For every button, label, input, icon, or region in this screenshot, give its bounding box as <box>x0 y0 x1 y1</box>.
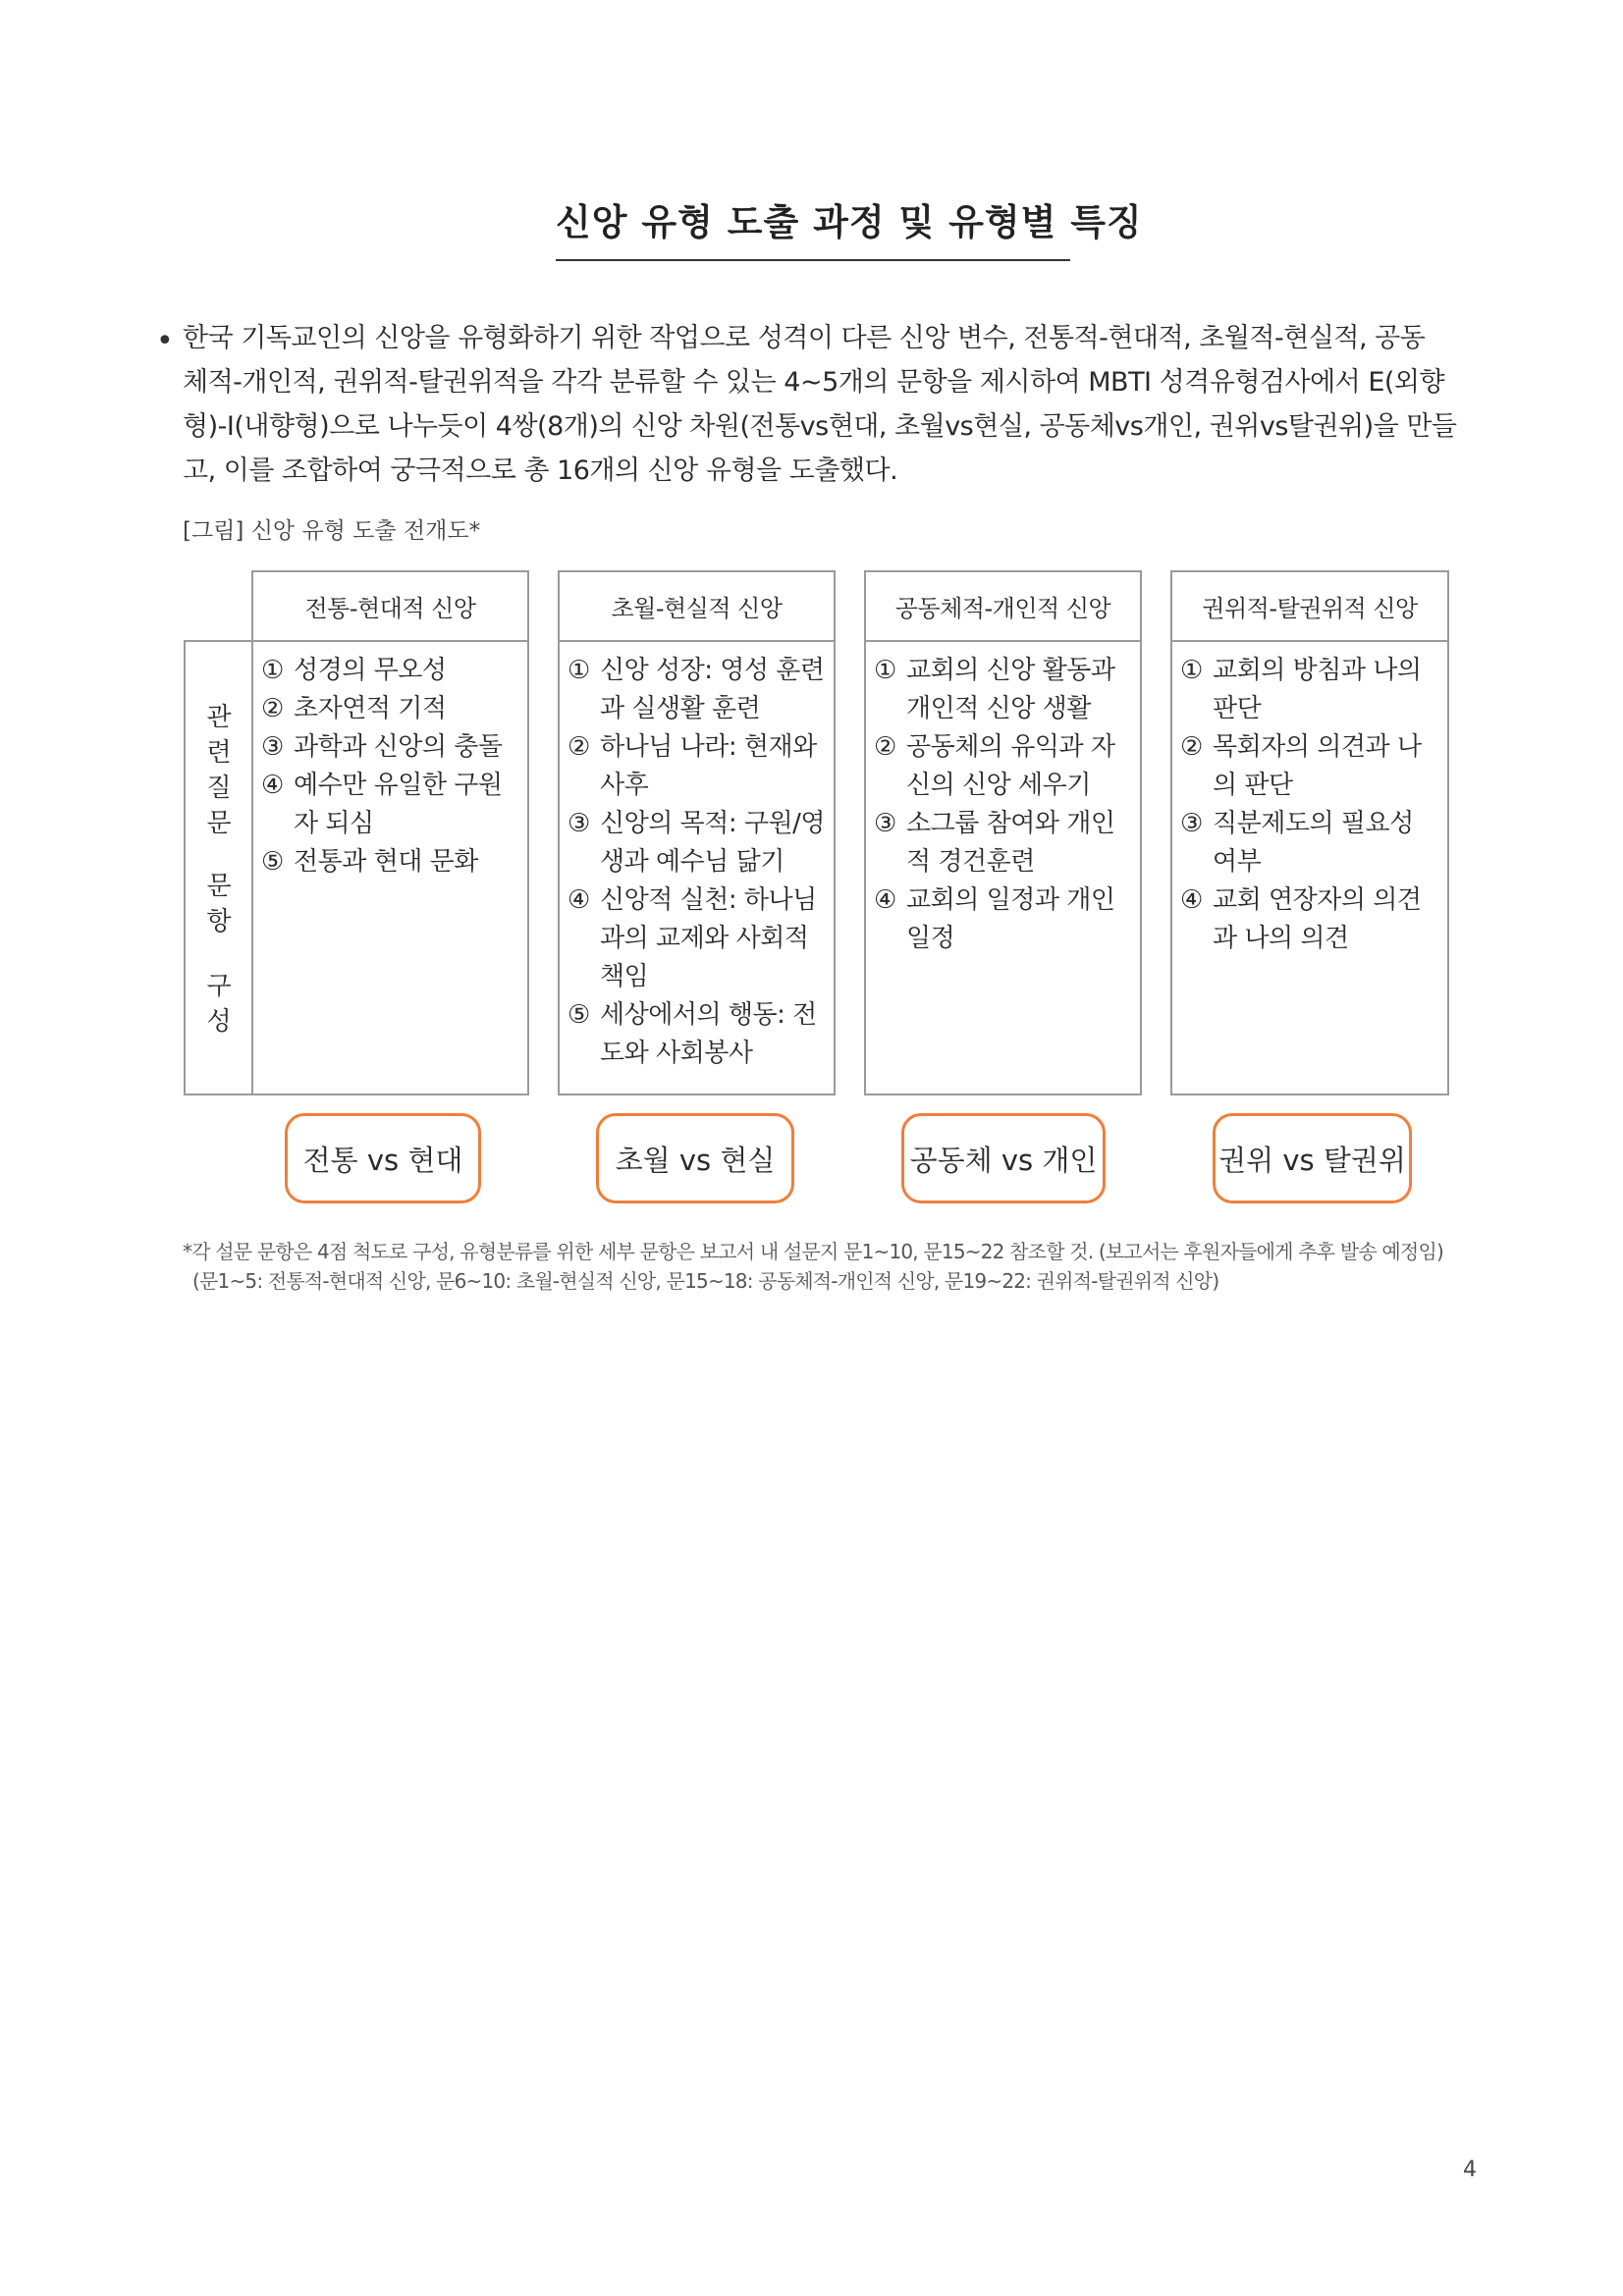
item-text: 목회자의 의견과 나의 판단 <box>1213 732 1422 800</box>
list-item <box>568 652 825 728</box>
footnote-line: (문1~5: 전통적-현대적 신앙, 문6~10: 초월-현실적 신앙, 문15~18: 공동체적-개인적 신앙, 문19~22: 권위적-탈권위적 신앙) <box>192 1269 1219 1293</box>
row-header-char: 질 <box>206 774 232 803</box>
table-border <box>1447 570 1449 1095</box>
item-text: 하나님 나라: 현재와 사후 <box>600 732 817 800</box>
item-number: ② <box>568 732 590 762</box>
list-item <box>874 805 1131 881</box>
list-item <box>568 805 825 881</box>
item-number: ② <box>1180 732 1203 762</box>
item-number: ④ <box>1180 885 1203 915</box>
item-text: 초자연적 기적 <box>294 694 447 723</box>
list-item <box>568 996 825 1073</box>
item-number: ② <box>874 732 896 762</box>
item-number: ① <box>261 656 284 685</box>
paragraph-line: 체적-개인적, 권위적-탈권위적을 각각 분류할 수 있는 4~5개의 문항을 제시하여 MBTI 성격유형검사에서 E(외향 <box>183 367 1445 398</box>
list-item <box>261 652 518 690</box>
list-item <box>261 690 518 728</box>
item-number: ③ <box>874 809 896 838</box>
item-number: ② <box>261 694 284 723</box>
item-text: 성경의 무오성 <box>294 656 447 685</box>
item-number: ⑤ <box>568 1000 590 1030</box>
table-border <box>864 570 866 1095</box>
table-border <box>184 640 186 1095</box>
table-border <box>1140 570 1142 1095</box>
table-border <box>1170 570 1172 1095</box>
table-border <box>558 570 560 1095</box>
question-list <box>261 652 518 881</box>
item-text: 교회의 방침과 나의 판단 <box>1213 656 1422 723</box>
list-item <box>261 728 518 767</box>
item-text: 신앙 성장: 영성 훈련과 실생활 훈련 <box>600 656 825 723</box>
footnote <box>183 1237 1443 1296</box>
list-item <box>1180 805 1437 881</box>
list-item <box>568 728 825 805</box>
column-header: 공동체적-개인적 신앙 <box>894 594 1111 622</box>
paragraph-line: 형)-I(내향형)으로 나누듯이 4쌍(8개)의 신앙 차원(전통vs현대, 초월vs현실, 공동체vs개인, 권위vs탈권위)을 만들 <box>183 411 1457 442</box>
table-border <box>1170 640 1449 642</box>
item-number: ⑤ <box>261 847 284 877</box>
table-border <box>1170 1094 1449 1095</box>
row-header-char: 련 <box>206 738 232 768</box>
item-text: 교회의 신앙 활동과 개인적 신앙 생활 <box>906 656 1115 723</box>
item-text: 공동체의 유익과 자신의 신앙 세우기 <box>906 732 1115 800</box>
table-border <box>527 570 529 1095</box>
footnote-line: *각 설문 문항은 4점 척도로 구성, 유형분류를 위한 세부 문항은 보고서 내 설문지 문1~10, 문15~22 참조할 것. (보고서는 후원자들에게 추후 발송 예정임) <box>183 1240 1443 1263</box>
row-header-char: 항 <box>206 907 232 936</box>
row-header <box>187 648 251 1095</box>
figure-caption: [그림] 신앙 유형 도출 전개도* <box>183 518 481 544</box>
table-border <box>834 570 836 1095</box>
item-text: 교회 연장자의 의견과 나의 의견 <box>1213 885 1422 953</box>
list-item <box>874 652 1131 728</box>
item-text: 신앙적 실천: 하나님과의 교제와 사회적 책임 <box>600 885 817 991</box>
list-item <box>1180 652 1437 728</box>
dimension-pill: 공동체 vs 개인 <box>901 1113 1106 1203</box>
table-border <box>864 1094 1142 1095</box>
list-item <box>568 881 825 996</box>
page-title: 신앙 유형 도출 과정 및 유형별 특징 <box>556 192 1070 261</box>
table-border <box>864 640 1142 642</box>
row-header-char: 관 <box>206 703 232 732</box>
list-item <box>261 843 518 881</box>
list-item <box>874 881 1131 958</box>
item-text: 소그룹 참여와 개인적 경건훈련 <box>906 809 1115 877</box>
list-item <box>1180 881 1437 958</box>
row-header-char: 문 <box>206 872 232 901</box>
paragraph-line: 한국 기독교인의 신앙을 유형화하기 위한 작업으로 성격이 다른 신앙 변수, 전통적-현대적, 초월적-현실적, 공동 <box>183 323 1426 353</box>
dimension-pill: 초월 vs 현실 <box>596 1113 794 1203</box>
intro-paragraph <box>183 316 1483 493</box>
list-item <box>1180 728 1437 805</box>
list-item <box>874 728 1131 805</box>
column-header: 권위적-탈권위적 신앙 <box>1202 594 1418 622</box>
item-number: ③ <box>1180 809 1203 838</box>
row-header-char: 문 <box>206 809 232 838</box>
item-text: 과학과 신앙의 충돌 <box>294 732 503 762</box>
dimension-pill: 권위 vs 탈권위 <box>1213 1113 1412 1203</box>
page-number: 4 <box>1463 2158 1477 2182</box>
paragraph-line: 고, 이를 조합하여 궁극적으로 총 16개의 신앙 유형을 도출했다. <box>183 455 898 486</box>
item-number: ③ <box>261 732 284 762</box>
table-border <box>558 1094 836 1095</box>
item-number: ① <box>568 656 590 685</box>
column-header: 초월-현실적 신앙 <box>611 594 783 622</box>
item-number: ④ <box>261 771 284 800</box>
list-item <box>261 767 518 843</box>
item-number: ① <box>874 656 896 685</box>
item-number: ① <box>1180 656 1203 685</box>
item-text: 전통과 현대 문화 <box>294 847 478 877</box>
table-border <box>251 570 253 1095</box>
item-text: 예수만 유일한 구원자 되심 <box>294 771 503 838</box>
column-header: 전통-현대적 신앙 <box>304 594 476 622</box>
item-number: ③ <box>568 809 590 838</box>
table-border <box>184 640 529 642</box>
item-text: 세상에서의 행동: 전도와 사회봉사 <box>600 1000 817 1068</box>
question-list <box>1180 652 1437 958</box>
row-header-char: 구 <box>206 972 232 1001</box>
row-header-char: 성 <box>206 1007 232 1037</box>
item-text: 신앙의 목적: 구원/영생과 예수님 닮기 <box>600 809 825 877</box>
question-list <box>568 652 825 1073</box>
bullet-marker: • <box>156 324 174 358</box>
item-text: 직분제도의 필요성 여부 <box>1213 809 1414 877</box>
item-text: 교회의 일정과 개인 일정 <box>906 885 1115 953</box>
dimension-pill: 전통 vs 현대 <box>285 1113 481 1203</box>
question-list <box>874 652 1131 958</box>
item-number: ④ <box>568 885 590 915</box>
item-number: ④ <box>874 885 896 915</box>
table-border <box>558 640 836 642</box>
